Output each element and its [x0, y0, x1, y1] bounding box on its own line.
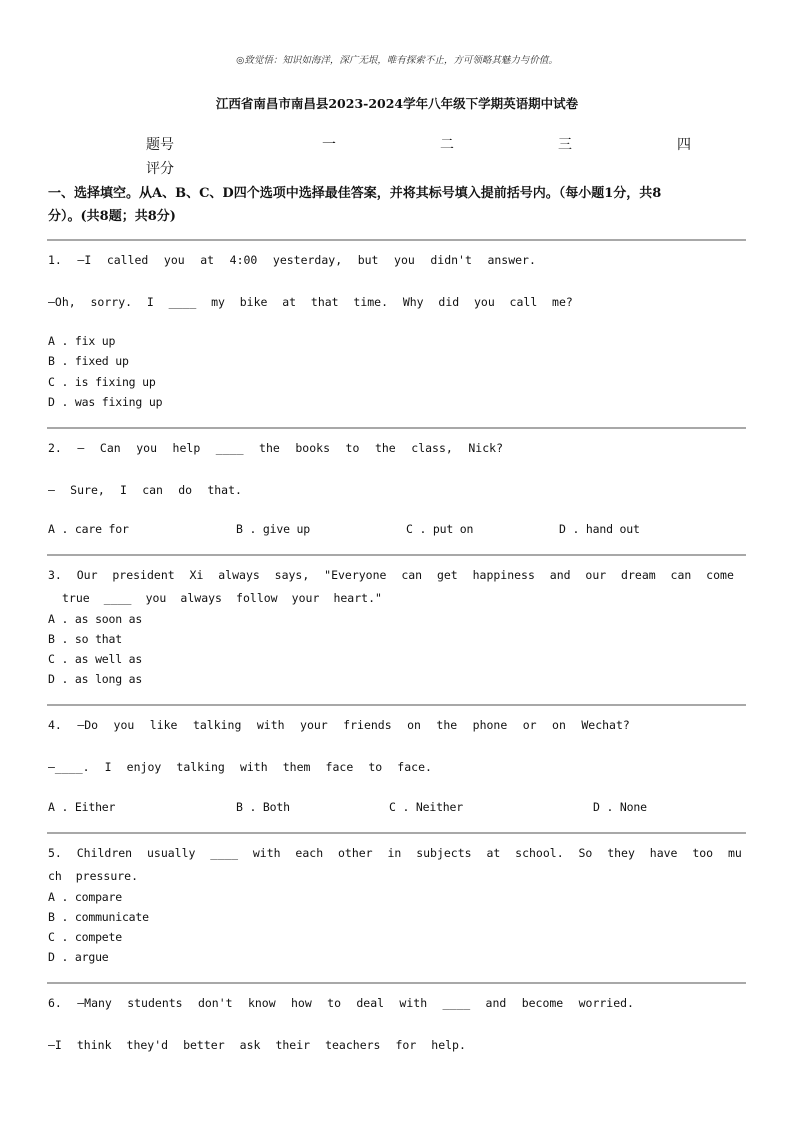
- word: you: [145, 591, 167, 605]
- word: with: [256, 718, 285, 732]
- word: Wechat?: [581, 718, 630, 732]
- word: called: [106, 253, 149, 267]
- q2-option-c[interactable]: C . put on: [406, 522, 474, 536]
- score-col-2: 二: [440, 137, 454, 153]
- word: —I: [77, 253, 92, 267]
- word: help.: [431, 1038, 466, 1052]
- page-title: 江西省南昌市南昌县2023-2024学年八年级下学期英语期中试卷: [215, 96, 579, 111]
- word: 2.: [48, 441, 62, 455]
- word: books: [295, 441, 330, 455]
- word: mu: [727, 846, 742, 860]
- word: the: [374, 441, 396, 455]
- word: always: [180, 591, 222, 605]
- word: I: [104, 760, 112, 774]
- word: in: [387, 846, 402, 860]
- word: says,: [274, 568, 310, 582]
- q4-line2: [48, 760, 432, 774]
- answer-blank: ____: [442, 996, 471, 1010]
- score-col-4: 四: [677, 137, 691, 153]
- word: worried.: [578, 996, 634, 1010]
- word: can: [142, 483, 163, 497]
- word: you: [473, 295, 495, 309]
- q4-option-d[interactable]: D . None: [593, 800, 647, 814]
- q4-option-a[interactable]: A . Either: [48, 800, 116, 814]
- word: and: [485, 996, 507, 1010]
- word: phone: [472, 718, 508, 732]
- word: —: [77, 441, 85, 455]
- q1-option-c[interactable]: C . is fixing up: [48, 375, 156, 389]
- word: did: [438, 295, 460, 309]
- word: friends: [343, 718, 392, 732]
- word: Can: [99, 441, 121, 455]
- divider: [47, 982, 746, 984]
- word: for: [395, 1038, 417, 1052]
- word: heart.": [333, 591, 382, 605]
- word: answer.: [487, 253, 536, 267]
- q1-option-d[interactable]: D . was fixing up: [48, 395, 163, 409]
- word: happiness: [472, 568, 535, 582]
- score-col-3: 三: [558, 137, 572, 153]
- word: their: [275, 1038, 311, 1052]
- word: can: [670, 568, 692, 582]
- word: 4:00: [229, 253, 258, 267]
- word: time.: [353, 295, 389, 309]
- word: other: [337, 846, 373, 860]
- word: bike: [239, 295, 268, 309]
- word: president: [112, 568, 175, 582]
- q4-option-b[interactable]: B . Both: [236, 800, 290, 814]
- answer-blank: ____: [103, 591, 132, 605]
- word: at: [282, 295, 297, 309]
- word: —I: [48, 1038, 62, 1052]
- q2-line2: [48, 483, 242, 497]
- word: students: [127, 996, 183, 1010]
- word: how: [291, 996, 312, 1010]
- word: true: [62, 591, 90, 605]
- word: like: [149, 718, 178, 732]
- q2-option-d[interactable]: D . hand out: [559, 522, 640, 536]
- word: with: [252, 846, 281, 860]
- divider: [47, 704, 746, 706]
- word: better: [183, 1038, 225, 1052]
- word: to: [368, 760, 383, 774]
- q4-line1: [48, 718, 630, 732]
- word: come: [706, 568, 734, 582]
- word: each: [295, 846, 324, 860]
- word: class,: [411, 441, 453, 455]
- word: become: [521, 996, 564, 1010]
- word: them: [282, 760, 311, 774]
- q6-line2: [48, 1038, 466, 1052]
- q5-line1: [48, 846, 742, 860]
- answer-blank: ____: [215, 441, 244, 455]
- word: school.: [515, 846, 564, 860]
- word: to: [327, 996, 341, 1010]
- word: you: [113, 718, 135, 732]
- q2-line1: [48, 441, 503, 455]
- word: get: [436, 568, 458, 582]
- word: your: [300, 718, 328, 732]
- word: didn't: [430, 253, 472, 267]
- word: —Do: [77, 718, 99, 732]
- word: on: [552, 718, 566, 732]
- word: Our: [76, 568, 98, 582]
- score-header-label: 题号: [146, 137, 174, 153]
- word: 6.: [48, 996, 62, 1010]
- word: face: [325, 760, 354, 774]
- word: 1.: [48, 253, 62, 267]
- word: enjoy: [126, 760, 162, 774]
- word: too: [692, 846, 714, 860]
- word: they'd: [126, 1038, 169, 1052]
- word: Nick?: [468, 441, 503, 455]
- word: you: [394, 253, 415, 267]
- word: Sure,: [70, 483, 105, 497]
- word: think: [76, 1038, 112, 1052]
- q3-option-a[interactable]: A . as soon as: [48, 612, 143, 626]
- word: 3.: [48, 568, 62, 582]
- score-col-1: 一: [322, 137, 336, 153]
- word: —: [48, 483, 55, 497]
- word: you: [163, 253, 185, 267]
- answer-blank: —____.: [48, 760, 90, 774]
- word: me?: [552, 295, 573, 309]
- word: pressure.: [75, 869, 139, 883]
- score-row-label: 评分: [146, 161, 174, 177]
- word: Children: [76, 846, 133, 860]
- word: —Oh,: [48, 295, 76, 309]
- q4-option-c[interactable]: C . Neither: [389, 800, 463, 814]
- word: do: [178, 483, 193, 497]
- word: our: [585, 568, 607, 582]
- word: —Many: [77, 996, 112, 1010]
- word: 5.: [48, 846, 62, 860]
- q1-line1: [48, 253, 536, 267]
- word: you: [136, 441, 157, 455]
- q5-line2: [48, 869, 138, 883]
- word: I: [120, 483, 127, 497]
- divider: [47, 239, 746, 241]
- word: don't: [197, 996, 233, 1010]
- word: know: [247, 996, 276, 1010]
- word: follow: [236, 591, 278, 605]
- answer-blank: ____: [168, 295, 197, 309]
- divider: [47, 832, 746, 834]
- word: ch: [48, 869, 62, 883]
- word: call: [509, 295, 538, 309]
- word: with: [239, 760, 268, 774]
- word: I: [146, 295, 154, 309]
- word: your: [291, 591, 320, 605]
- word: Xi: [189, 568, 204, 582]
- word: can: [401, 568, 423, 582]
- word: deal: [356, 996, 385, 1010]
- q3-option-c[interactable]: C . as well as: [48, 652, 143, 666]
- word: yesterday,: [272, 253, 343, 267]
- q1-option-a[interactable]: A . fix up: [48, 334, 116, 348]
- q2-option-b[interactable]: B . give up: [236, 522, 310, 536]
- word: talking: [192, 718, 242, 732]
- word: or: [522, 718, 537, 732]
- word: they: [607, 846, 635, 860]
- word: help: [172, 441, 201, 455]
- word: Why: [402, 295, 424, 309]
- q3-line1: [48, 568, 734, 582]
- word: the: [259, 441, 280, 455]
- word: "Everyone: [324, 568, 387, 582]
- word: dream: [621, 568, 656, 582]
- word: have: [649, 846, 678, 860]
- word: to: [345, 441, 360, 455]
- word: talking: [176, 760, 225, 774]
- q3-option-b[interactable]: B . so that: [48, 632, 122, 646]
- word: the: [436, 718, 458, 732]
- section-heading-line2: 分）。(共8题；共8分): [48, 209, 176, 224]
- motto: ◎致觉悟：知识如海洋，深广无垠，唯有探索不止，方可领略其魅力与价值。: [236, 55, 558, 66]
- q5-option-d[interactable]: D . argue: [48, 950, 109, 964]
- divider: [47, 427, 746, 429]
- word: at: [200, 253, 215, 267]
- word: face.: [397, 760, 432, 774]
- word: with: [399, 996, 428, 1010]
- answer-blank: ____: [210, 846, 238, 860]
- section-heading-line1: 一、选择填空。从A、B、C、D四个选项中选择最佳答案，并将其标号填入提前括号内。（每小题1分，共8: [48, 186, 662, 201]
- word: subjects: [416, 846, 472, 860]
- word: on: [407, 718, 421, 732]
- q3-option-d[interactable]: D . as long as: [48, 672, 143, 686]
- word: sorry.: [90, 295, 133, 309]
- word: but: [357, 253, 379, 267]
- q3-line2: [62, 591, 382, 605]
- word: teachers: [325, 1038, 381, 1052]
- q6-line1: [48, 996, 634, 1010]
- q2-option-a[interactable]: A . care for: [48, 522, 129, 536]
- word: my: [211, 295, 225, 309]
- divider: [47, 554, 746, 556]
- word: and: [549, 568, 571, 582]
- word: that: [310, 295, 339, 309]
- q5-option-b[interactable]: B . communicate: [48, 910, 149, 924]
- q5-option-c[interactable]: C . compete: [48, 930, 122, 944]
- word: 4.: [48, 718, 62, 732]
- word: So: [578, 846, 593, 860]
- word: always: [218, 568, 260, 582]
- word: usually: [146, 846, 196, 860]
- q5-option-a[interactable]: A . compare: [48, 890, 122, 904]
- word: that.: [207, 483, 242, 497]
- q1-line2: [48, 295, 573, 309]
- q1-option-b[interactable]: B . fixed up: [48, 354, 129, 368]
- word: at: [486, 846, 501, 860]
- word: ask: [239, 1038, 261, 1052]
